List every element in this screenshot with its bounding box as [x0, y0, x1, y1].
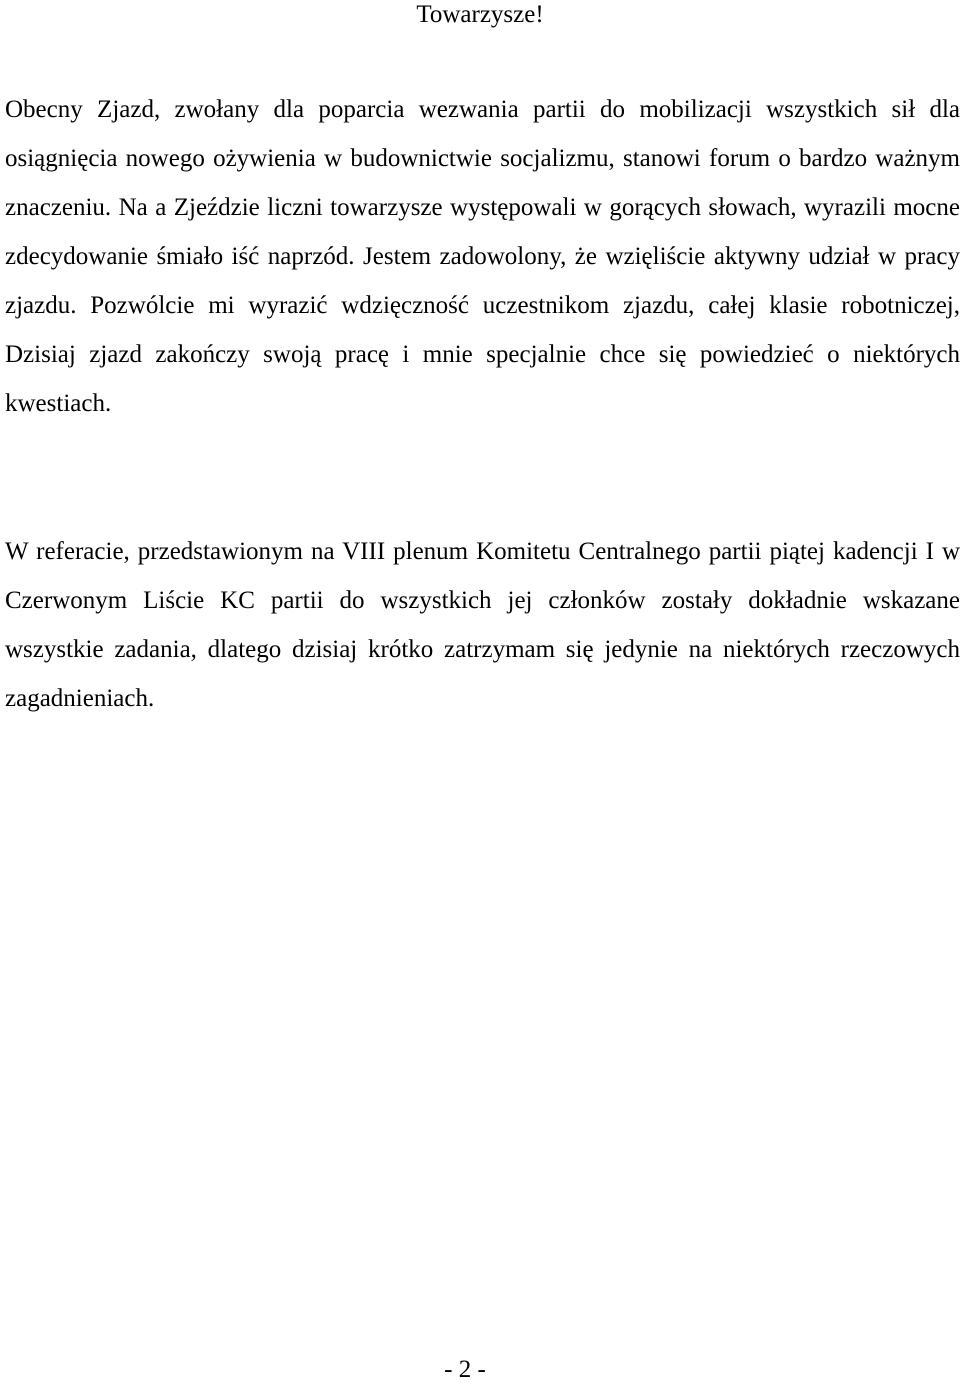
greeting-heading: Towarzysze! — [416, 1, 544, 28]
paragraph-1: Obecny Zjazd, zwołany dla poparcia wezwania partii do mobilizacji wszystkich sił dla osiągnięcia nowego ożywienia w budownictwie socjalizmu, stanowi forum o bardzo ważnym znaczeniu. Na a Zjeździe liczni towarzysze występowali w gorących słowach, wyrazili mocne zdecydowanie śmiało iść naprzód. Jestem zadowolony, że wzięliście aktywny udział w pracy zjazdu. Pozwólcie mi wyrazić wdzięczność uczestnikom zjazdu, całej klasie robotniczej, Dzisiaj zjazd zakończy swoją pracę i mnie specjalnie chce się powiedzieć o niektórych kwestiach. — [5, 96, 960, 417]
page-number: - 2 - — [444, 1356, 486, 1383]
paragraph-2: W referacie, przedstawionym na VIII plenum Komitetu Centralnego partii piątej kadencji I w Czerwonym Liście KC partii do wszystkich jej członków zostały dokładnie wskazane wszystkie zadania, dlatego dzisiaj krótko zatrzymam się jedynie na niektórych rzeczowych zagadnieniach. — [5, 538, 960, 712]
